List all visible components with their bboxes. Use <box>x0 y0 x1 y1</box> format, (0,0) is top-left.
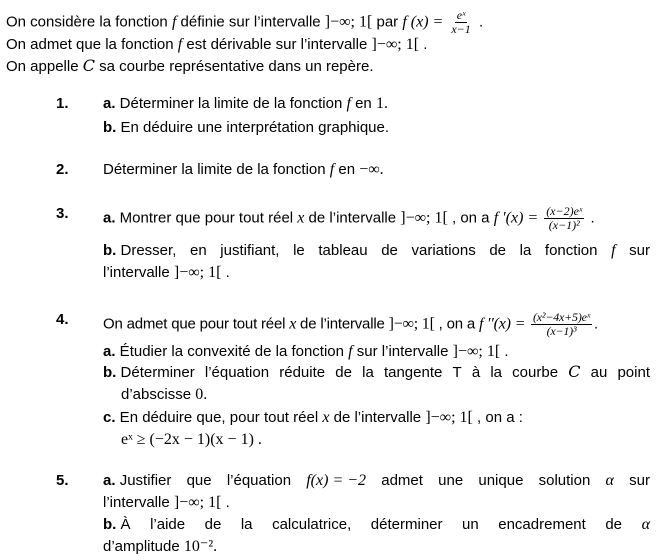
question-number: 2. <box>56 161 69 178</box>
word: de <box>605 516 623 533</box>
word: la <box>490 364 503 381</box>
question-number: 4. <box>56 311 69 328</box>
q4-intro: On admet que pour tout réel x de l’intervalle ]−∞; 1[ , on a f ′′(x) = $\frac{\text{(x²−4x+5)eˣ}}{\text{(x−1)³}}$ . <box>103 310 598 338</box>
math: f <box>346 95 351 112</box>
text: l’intervalle <box>103 494 174 511</box>
word: la <box>240 516 253 533</box>
math: f <box>171 13 177 31</box>
math: 0. <box>195 386 208 403</box>
label: c. <box>103 409 116 426</box>
word: encadrement <box>498 516 586 533</box>
text: , on a : <box>472 409 523 426</box>
word: déterminer <box>370 516 443 533</box>
words <box>103 472 171 490</box>
math: ]−∞; 1[ <box>173 494 222 511</box>
q4-b <box>103 364 650 382</box>
word: sur <box>629 472 650 489</box>
text: Étudier la convexité de la fonction <box>115 343 349 360</box>
math: f ′′(x) = <box>478 315 529 333</box>
math: f <box>177 36 183 53</box>
word: T <box>452 364 462 381</box>
word: un <box>462 516 479 533</box>
label: b. <box>103 516 117 533</box>
word: une <box>438 472 464 489</box>
label: a. <box>103 343 116 360</box>
intro-line-3 <box>6 58 374 76</box>
q4-a <box>103 343 509 361</box>
word: Justifier <box>119 472 172 489</box>
label: a. <box>103 472 116 489</box>
q2 <box>103 161 384 179</box>
intro-line-1 <box>6 9 483 36</box>
q5-b-cont <box>103 538 217 556</box>
word: unique <box>478 472 524 489</box>
numerator: eˣ <box>456 8 466 22</box>
text: Déterminer la limite de la fonction <box>115 95 347 112</box>
math: ]−∞; 1[ <box>173 264 222 281</box>
word: Déterminer <box>120 364 195 381</box>
q1-a <box>103 95 388 113</box>
word: tangente <box>383 364 443 381</box>
text: , on a <box>447 209 494 227</box>
word: que <box>186 472 212 489</box>
denominator: (x−1)² <box>548 218 580 232</box>
q5-b <box>103 516 650 534</box>
q3-b-cont <box>103 264 230 282</box>
math: ]−∞; 1[ <box>371 36 420 53</box>
label: a. <box>103 209 116 227</box>
math: ]−∞; 1[ <box>400 209 448 227</box>
fraction <box>531 311 592 338</box>
text: . <box>221 494 230 511</box>
word: fonction <box>544 242 598 259</box>
text: , on a <box>434 315 479 333</box>
denominator: x−1 <box>451 22 471 36</box>
question-number: 3. <box>56 205 69 222</box>
text: de l’intervalle <box>304 209 401 227</box>
text: On admet que pour tout réel <box>103 315 290 333</box>
math: ]−∞; 1[ <box>388 315 435 333</box>
fraction <box>544 205 584 232</box>
text: d’amplitude <box>103 538 184 555</box>
text: Montrer que pour tout réel <box>115 209 298 227</box>
numerator: (x−2)eˣ <box>546 204 583 218</box>
math: α <box>641 516 650 533</box>
inequality: eˣ ≥ (−2x − 1)(x − 1) . <box>121 431 262 448</box>
math: 𝐶 <box>82 58 95 75</box>
q3-b <box>103 242 650 260</box>
math: 10⁻². <box>183 538 218 555</box>
math: f <box>329 161 335 178</box>
word: Dresser, <box>120 242 177 259</box>
text: sur l’intervalle <box>352 343 453 360</box>
word: tableau <box>318 242 368 259</box>
word: la <box>519 242 532 259</box>
word: point <box>617 364 650 381</box>
word: réduite <box>279 364 326 381</box>
math: x <box>322 409 330 426</box>
word: la <box>362 364 374 381</box>
text: . <box>221 264 230 281</box>
word: calculatrice, <box>272 516 352 533</box>
words <box>103 242 176 260</box>
math: f <box>348 343 353 360</box>
question-number: 1. <box>56 95 69 112</box>
word: justifiant, <box>220 242 280 259</box>
q4-c <box>103 409 523 427</box>
word: de <box>204 516 222 533</box>
label: a. <box>103 95 116 112</box>
text: On considère la fonction <box>6 13 172 31</box>
math: f (x) = <box>402 13 448 31</box>
word: l’équation <box>226 472 292 489</box>
text: Déterminer la limite de la fonction <box>103 161 330 178</box>
math: α <box>605 472 614 489</box>
text: . <box>419 36 428 53</box>
math: −∞. <box>359 161 384 178</box>
word: à <box>471 364 481 381</box>
q5-a <box>103 472 650 490</box>
label: b. <box>103 364 117 381</box>
math: x <box>297 209 305 227</box>
text: en <box>350 95 376 112</box>
text: par <box>372 13 403 31</box>
math: f ′(x) = <box>493 209 543 227</box>
q4-b-cont <box>121 386 207 404</box>
text: On admet que la fonction <box>6 36 178 53</box>
q5-a-cont <box>103 494 230 512</box>
text: . <box>500 343 509 360</box>
math: x <box>289 315 297 333</box>
words <box>103 364 195 382</box>
word: admet <box>381 472 423 489</box>
q3-a <box>103 205 595 232</box>
words <box>103 516 131 534</box>
word: À <box>120 516 131 533</box>
text: En déduire une interprétation graphique. <box>116 119 390 136</box>
text: . <box>474 13 484 31</box>
text: est dérivable sur l’intervalle <box>182 36 372 53</box>
intro-line-2 <box>6 36 427 54</box>
math: 𝐶 <box>568 364 581 381</box>
text: l’intervalle <box>103 264 174 281</box>
text: de l’intervalle <box>296 315 389 333</box>
math: f(x) = −2 <box>306 472 367 489</box>
math: f <box>611 242 616 259</box>
text: . <box>586 209 595 227</box>
q1-b <box>103 119 389 137</box>
word: en <box>189 242 207 259</box>
numerator: (x²−4x+5)eˣ <box>533 310 590 324</box>
label: b. <box>103 119 117 136</box>
fraction <box>449 9 472 36</box>
word: l’équation <box>204 364 270 381</box>
word: sur <box>629 242 650 259</box>
question-number: 5. <box>56 472 69 489</box>
word: au <box>590 364 608 381</box>
word: variations <box>411 242 476 259</box>
text: en <box>334 161 360 178</box>
word: courbe <box>512 364 559 381</box>
math: 1. <box>375 95 388 112</box>
label: b. <box>103 242 117 259</box>
word: solution <box>538 472 591 489</box>
text: de l’intervalle <box>329 409 426 426</box>
math: ]−∞; 1[ <box>425 409 473 426</box>
text: On appelle <box>6 58 83 75</box>
text: d’abscisse <box>121 386 196 403</box>
word: l’aide <box>150 516 186 533</box>
math: ]−∞; 1[ <box>324 13 373 31</box>
word: de <box>335 364 352 381</box>
math: ]−∞; 1[ <box>452 343 501 360</box>
word: le <box>293 242 305 259</box>
denominator: (x−1)³ <box>546 324 577 338</box>
word: de <box>381 242 398 259</box>
text: En déduire que, pour tout réel <box>115 409 323 426</box>
word: de <box>489 242 507 259</box>
text: définie sur l’intervalle <box>176 13 325 31</box>
text: sa courbe représentative dans un repère. <box>94 58 374 75</box>
